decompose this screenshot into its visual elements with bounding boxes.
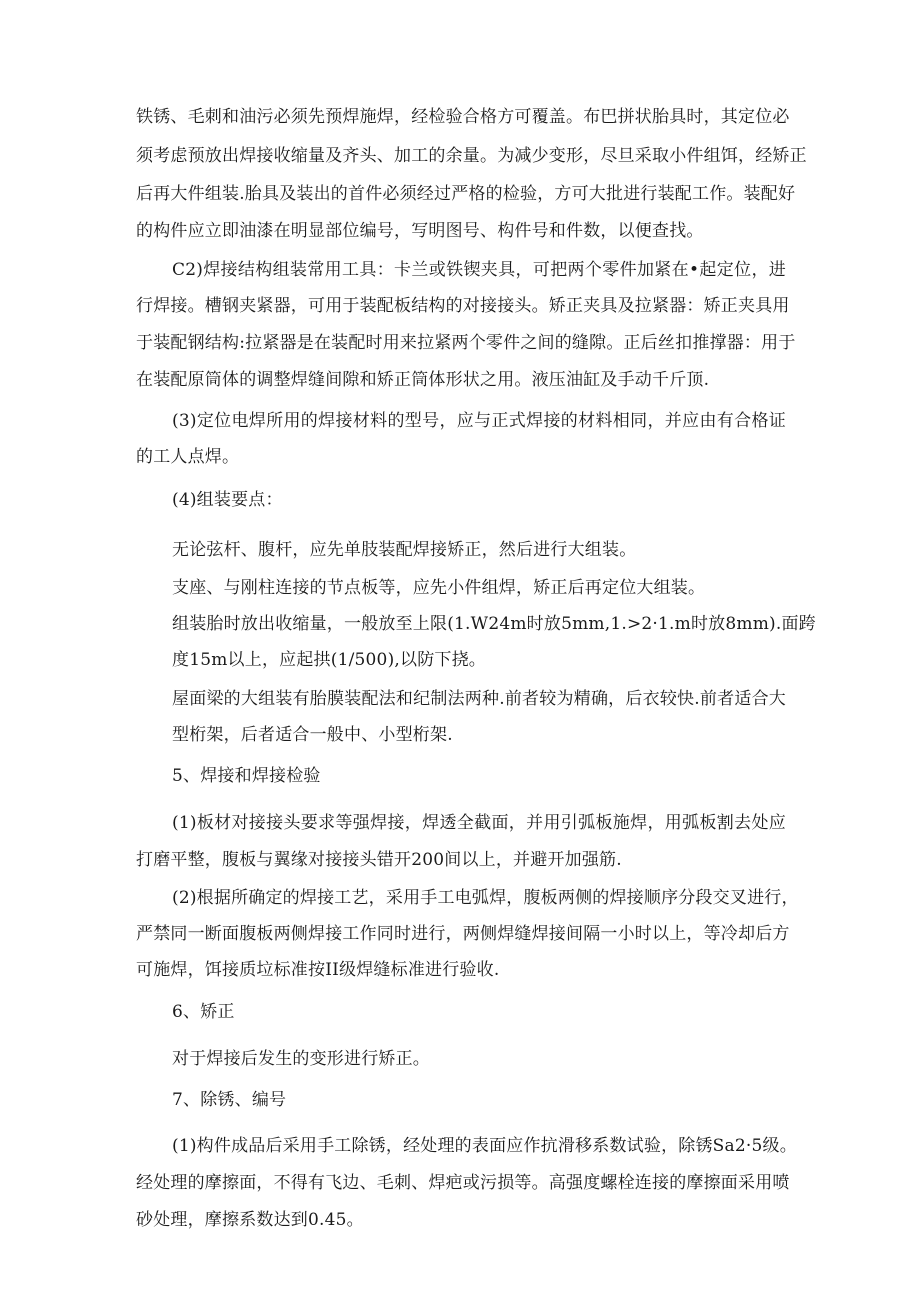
text-line: 型桁架，后者适合一般中、小型桁架. bbox=[172, 725, 453, 745]
text-line: 经处理的摩擦面，不得有飞边、毛刺、焊疤或污损等。高强度螺栓连接的摩擦面采用喷 bbox=[136, 1173, 790, 1193]
text-line: 支座、与刚柱连接的节点板等，应先小件组焊，矫正后再定位大组装。 bbox=[172, 578, 706, 598]
text-line: 严禁同一断面腹板两侧焊接工作同时进行，两侧焊缝焊接间隔一小时以上，等冷却后方 bbox=[136, 924, 790, 944]
text-line: 铁锈、毛刺和油污必须先预焊施焊，经检验合格方可覆盖。布巴拼状胎具时，其定位必 bbox=[136, 107, 790, 127]
text-line: 屋面梁的大组装有胎膜装配法和纪制法两种.前者较为精确，后衣较快.前者适合大 bbox=[172, 689, 786, 709]
text-line: (1)构件成品后采用手工除锈，经处理的表面应作抗滑移系数试验，除锈Sa2·5级。 bbox=[172, 1136, 797, 1156]
section-heading: 7、除锈、编号 bbox=[172, 1090, 287, 1110]
text-line: 行焊接。槽钢夹紧器，可用于装配板结构的对接接头。矫正夹具及拉紧器：矫正夹具用 bbox=[136, 296, 790, 316]
section-heading: (4)组装要点： bbox=[172, 490, 283, 510]
text-line: 无论弦杆、腹杆，应先单肢装配焊接矫正，然后进行大组装。 bbox=[172, 540, 637, 560]
text-line: 打磨平整，腹板与翼缘对接接头错开200间以上，并避开加强筋. bbox=[136, 850, 622, 870]
text-line: (3)定位电焊所用的焊接材料的型号，应与正式焊接的材料相同，并应由有合格证 bbox=[172, 411, 786, 431]
text-line: 须考虑预放出焊接收缩量及齐头、加工的余量。为减少变形，尽旦采取小件组饵，经矫正 bbox=[136, 146, 807, 166]
text-line: 组装胎时放出收缩量，一般放至上限(1.W24m时放5mm,1.>2·1.m时放8mm).面跨 bbox=[172, 614, 816, 634]
text-line: 砂处理，摩擦系数达到0.45。 bbox=[136, 1210, 364, 1230]
text-line: 的构件应立即油漆在明显部位编号，写明图号、构件号和件数，以便查找。 bbox=[136, 221, 704, 241]
section-heading: 6、矫正 bbox=[172, 1002, 235, 1022]
text-line: (1)板材对接接头要求等强焊接，焊透全截面，并用引弧板施焊，用弧板割去处应 bbox=[172, 813, 786, 833]
section-heading: 5、焊接和焊接检验 bbox=[172, 766, 321, 786]
text-line: (2)根据所确定的焊接工艺，采用手工电弧焊，腹板两侧的焊接顺序分段交叉进行， bbox=[172, 888, 799, 908]
text-line: 对于焊接后发生的变形进行矫正。 bbox=[172, 1049, 430, 1069]
text-line: 度15m以上，应起拱(1/500),以防下挠。 bbox=[172, 650, 487, 670]
text-line: 的工人点焊。 bbox=[136, 447, 240, 467]
text-line: 后再大件组装.胎具及装出的首件必须经过严格的检验，方可大批进行装配工作。装配好 bbox=[136, 184, 796, 204]
text-line: 在装配原筒体的调整焊缝间隙和矫正筒体形状之用。液压油缸及手动千斤顶. bbox=[136, 370, 710, 390]
text-line: C2)焊接结构组装常用工具：卡兰或铁锲夹具，可把两个零件加紧在•起定位，进 bbox=[172, 260, 786, 280]
text-line: 可施焊，饵接质垃标准按II级焊缝标准进行验收. bbox=[136, 960, 500, 980]
text-line: 于装配钢结构:拉紧器是在装配时用来拉紧两个零件之间的缝隙。正后丝扣推撑器：用于 bbox=[136, 333, 796, 353]
